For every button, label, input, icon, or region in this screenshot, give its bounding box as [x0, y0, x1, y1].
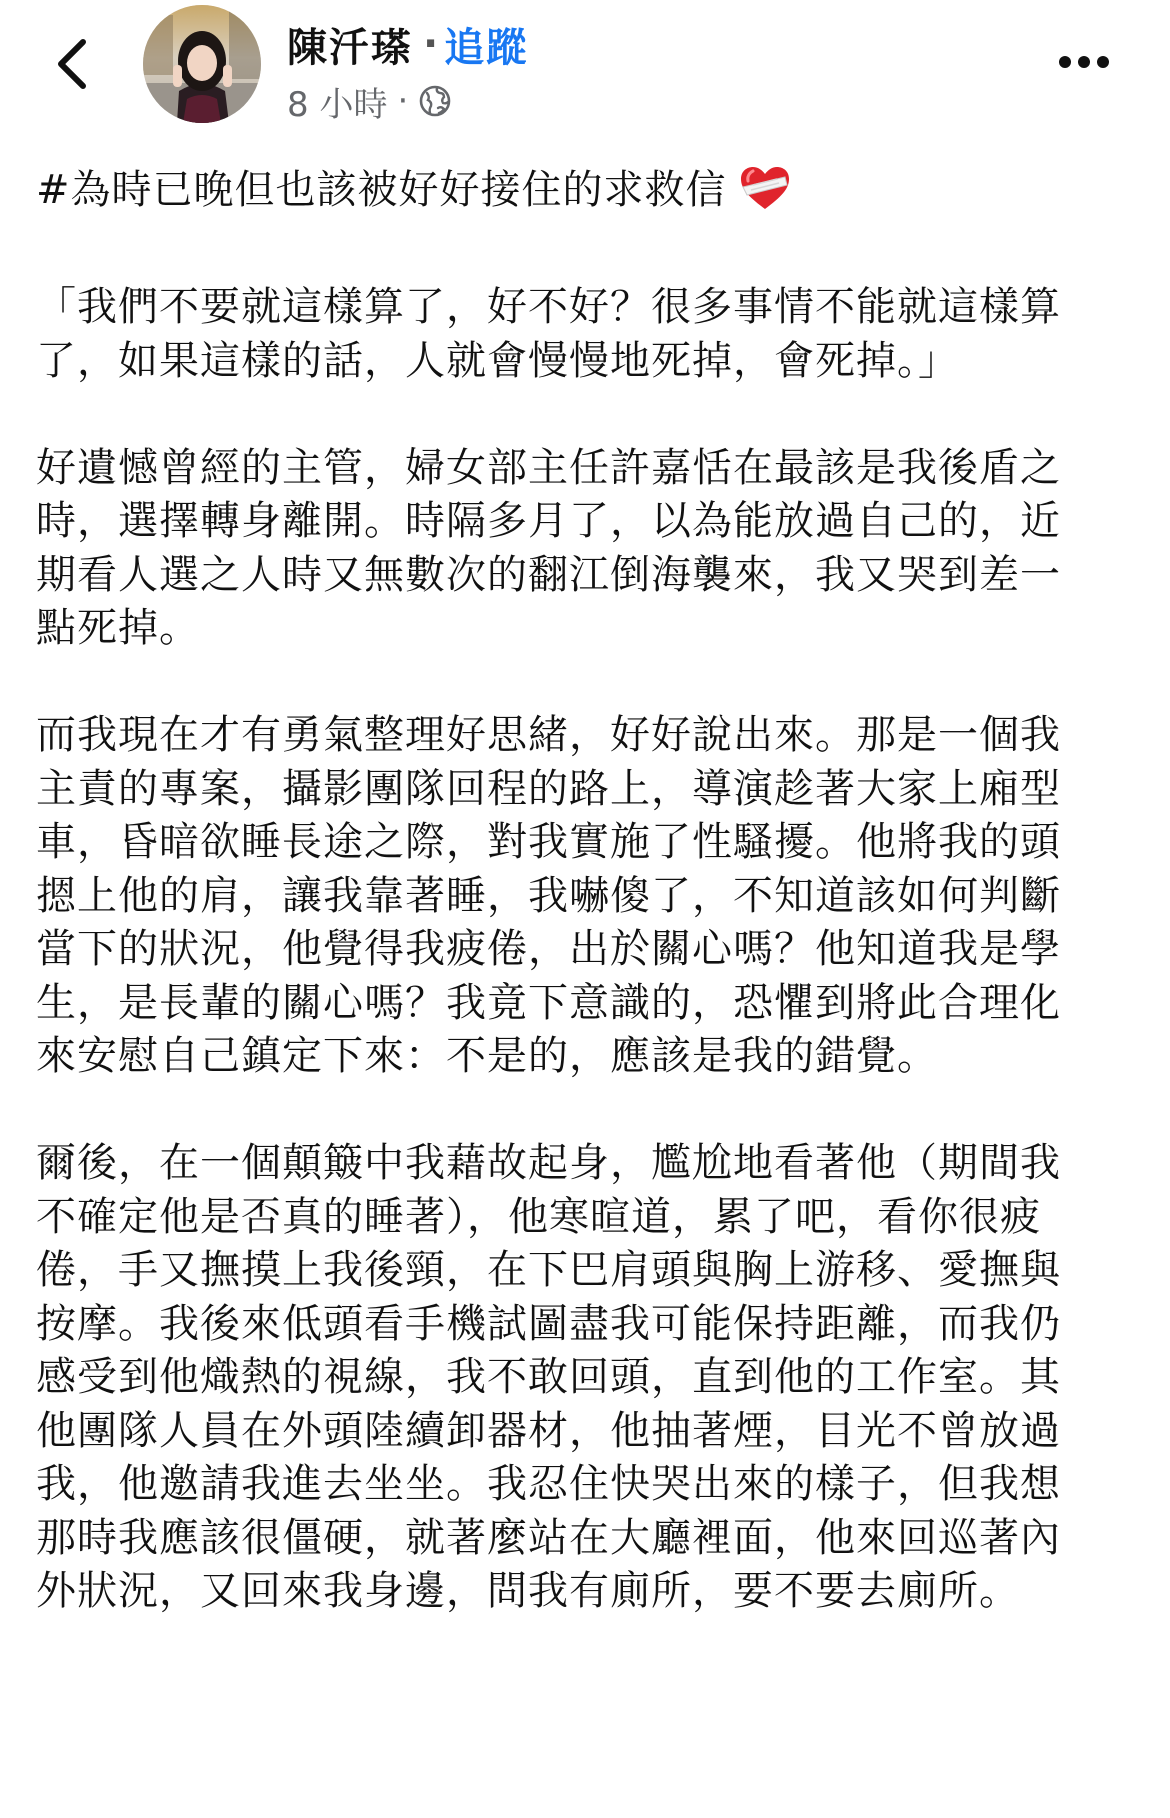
post-header — [0, 0, 1170, 150]
author-avatar[interactable] — [143, 5, 261, 123]
mending-heart-icon — [739, 165, 791, 228]
globe-icon — [418, 84, 452, 118]
post-time[interactable]: 8 小時 — [287, 84, 388, 125]
separator-dot: · — [423, 21, 439, 67]
post-paragraph: 而我現在才有勇氣整理好思緒，好好說出來。那是一個我主責的專案，攝影團隊回程的路上，導演趁著大家上廂型車，昏暗欲睡長途之際，對我實施了性騷擾。他將我的頭摁上他的肩，讓我靠著睡，我嚇傻了，不知道該如何判斷當下的狀況，他覺得我疲倦，出於關心嗎？他知道我是學生，是長輩的關心嗎？我竟下意識的，恐懼到將此合理化來安慰自己鎮定下來：不是的，應該是我的錯覺。 — [36, 712, 1061, 1079]
post-body — [36, 164, 1096, 1619]
author-name[interactable]: 陳汘瑹 — [287, 24, 413, 71]
post-paragraph: 「我們不要就這樣算了，好不好？很多事情不能就這樣算了，如果這樣的話，人就會慢慢地死掉，會死掉。」 — [36, 284, 1061, 384]
post-hashtag-line — [36, 164, 1096, 228]
paragraph-gap — [36, 1084, 1096, 1138]
paragraph-gap — [36, 388, 1096, 442]
post-paragraph: 爾後，在一個顛簸中我藉故起身，尷尬地看著他（期間我不確定他是否真的睡著），他寒暄道，累了吧，看你很疲倦，手又撫摸上我後頸，在下巴肩頭與胸上游移、愛撫與按摩。我後來低頭看手機試圖盡我可能保持距離，而我仍感受到他熾熱的視線，我不敢回頭，直到他的工作室。其他團隊人員在外頭陸續卸器材，他抽著煙，目光不曾放過我，他邀請我進去坐坐。我忍住快哭出來的樣子，但我想那時我應該很僵硬，就著麼站在大廳裡面，他來回巡著內外狀況，又回來我身邊，問我有廁所，要不要去廁所。 — [36, 1140, 1061, 1614]
post-meta — [287, 78, 452, 124]
avatar-photo — [143, 5, 261, 123]
post-paragraph: 好遺憾曾經的主管，婦女部主任許嘉恬在最該是我後盾之時，選擇轉身離開。時隔多月了，以為能放過自己的，近期看人選之人時又無數次的翻江倒海襲來，我又哭到差一點死掉。 — [36, 444, 1061, 651]
back-button[interactable] — [44, 26, 100, 102]
hashtag-title[interactable]: #為時已晚但也該被好好接住的求救信 — [36, 167, 727, 213]
chevron-left-icon — [54, 38, 90, 90]
meta-separator: · — [397, 81, 409, 121]
follow-button[interactable]: 追蹤 — [444, 24, 529, 71]
more-horizontal-icon — [1058, 55, 1110, 69]
paragraph-gap — [36, 228, 1096, 282]
more-options-button[interactable] — [1052, 40, 1116, 84]
author-name-row — [287, 14, 528, 74]
paragraph-gap — [36, 656, 1096, 710]
